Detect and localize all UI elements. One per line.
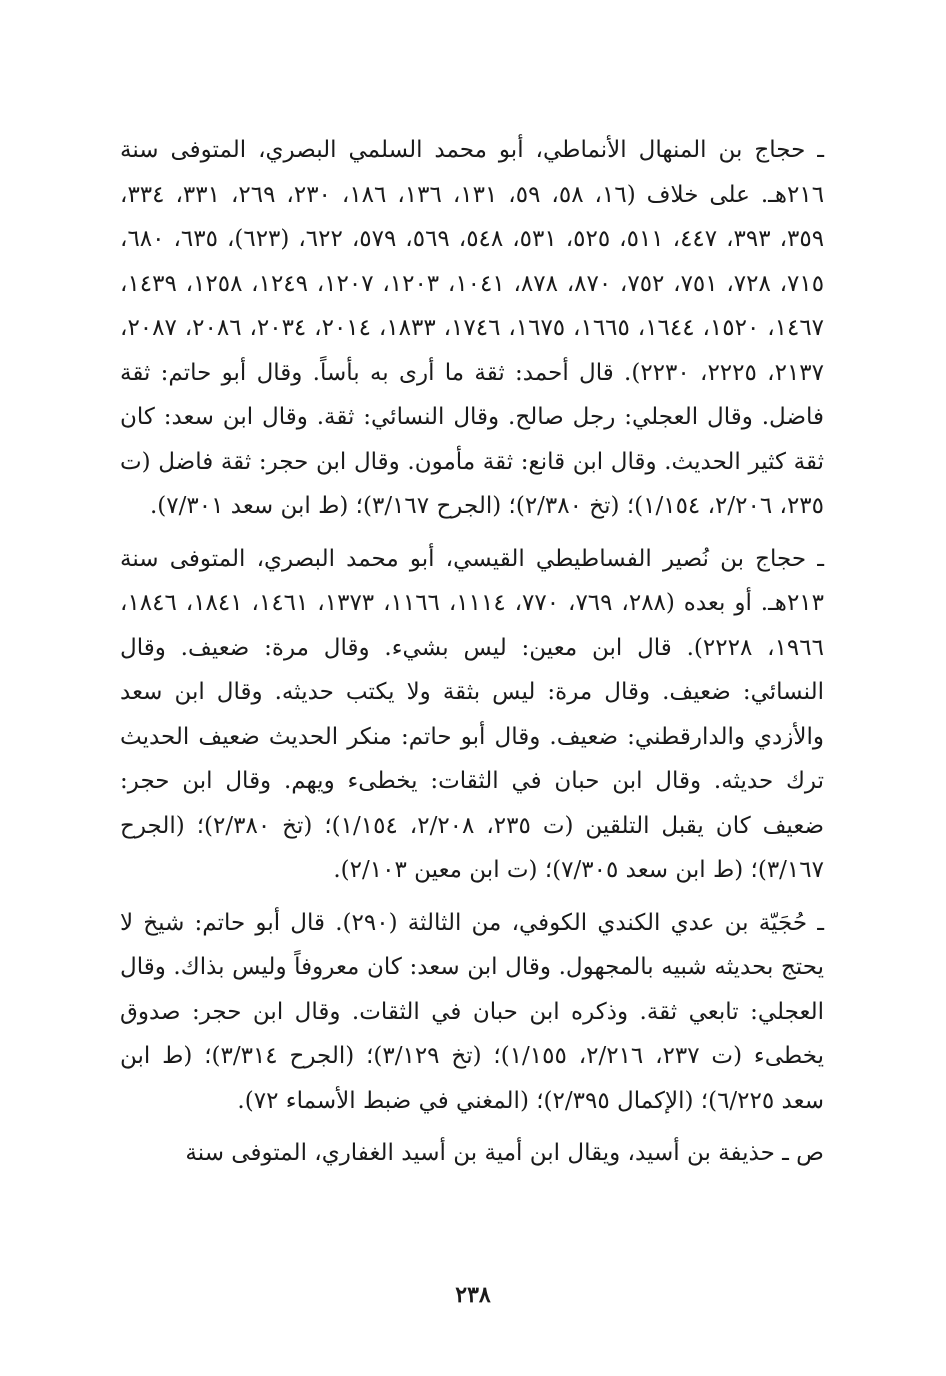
entry-hudhayfa-ibn-asid: ص ـ حذيفة بن أسيد، ويقال ابن أمية بن أسيد الغفاري، المتوفى سنة — [185, 1140, 824, 1166]
entry-hujayya-ibn-adi: ـ حُجَيّة بن عدي الكندي الكوفي، من الثالثة (٢٩٠). قال أبو حاتم: شيخ لا يحتج بحديثه شبيه بالمجهول. وقال ابن سعد: كان معروفاً وليس بذاك. وقال العجلي: تابعي ثقة. وذكره ابن حبان في الثقات. وقال ابن حجر: صدوق يخطىء (ت ٢٣٧، ٢/٢١٦، ١/١٥٥)؛ (تخ ٣/١٢٩)؛ (الجرح ٣/٣١٤)؛ (ط ابن سعد ٦/٢٢٥)؛ (الإكمال ٢/٣٩٥)؛ (المغني في ضبط الأسماء ٧٢). — [120, 909, 824, 1114]
entry-hajjaj-ibn-nusayr: ـ حجاج بن نُصير الفساطيطي القيسي، أبو محمد البصري، المتوفى سنة ٢١٣هـ. أو بعده (٢٨٨، ٧٦٩، ٧٧٠، ١١١٤، ١١٦٦، ١٣٧٣، ١٤٦١، ١٨٤١، ١٨٤٦، ١٩٦٦، ٢٢٢٨). قال ابن معين: ليس بشيء. وقال مرة: ضعيف. وقال النسائي: ضعيف. وقال مرة: ليس بثقة ولا يكتب حديثه. وقال ابن سعد والأزدي والدارقطني: ضعيف. وقال أبو حاتم: منكر الحديث ضعيف الحديث ترك حديثه. وقال ابن حبان في الثقات: يخطىء ويهم. وقال ابن حجر: ضعيف كان يقبل التلقين (ت ٢٣٥، ٢/٢٠٨، ١/١٥٤)؛ (تخ ٢/٣٨٠)؛ (الجرح ٣/١٦٧)؛ (ط ابن سعد ٧/٣٠٥)؛ (ت ابن معين ٢/١٠٣). — [120, 545, 824, 883]
text-body — [120, 128, 824, 1184]
entry-hajjaj-ibn-al-minhal: ـ حجاج بن المنهال الأنماطي، أبو محمد السلمي البصري، المتوفى سنة ٢١٦هـ. على خلاف (١٦، ٥٨، ٥٩، ١٣١، ١٣٦، ١٨٦، ٢٣٠، ٢٦٩، ٣٣١، ٣٣٤، ٣٥٩، ٣٩٣، ٤٤٧، ٥١١، ٥٢٥، ٥٣١، ٥٤٨، ٥٦٩، ٥٧٩، ٦٢٢، (٦٢٣)، ٦٣٥، ٦٨٠، ٧١٥، ٧٢٨، ٧٥١، ٧٥٢، ٨٧٠، ٨٧٨، ١٠٤١، ١٢٠٣، ١٢٠٧، ١٢٤٩، ١٢٥٨، ١٤٣٩، ١٤٦٧، ١٥٢٠، ١٦٤٤، ١٦٦٥، ١٦٧٥، ١٧٤٦، ١٨٣٣، ٢٠١٤، ٢٠٣٤، ٢٠٨٦، ٢٠٨٧، ٢١٣٧، ٢٢٢٥، ٢٢٣٠). قال أحمد: ثقة ما أرى به بأساً. وقال أبو حاتم: ثقة فاضل. وقال العجلي: رجل صالح. وقال النسائي: ثقة. وقال ابن سعد: كان ثقة كثير الحديث. وقال ابن قانع: ثقة مأمون. وقال ابن حجر: ثقة فاضل (ت ٢٣٥، ٢/٢٠٦، ١/١٥٤)؛ (تخ ٢/٣٨٠)؛ (الجرح ٣/١٦٧)؛ (ط ابن سعد ٧/٣٠١). — [120, 137, 825, 519]
page-number: ٢٣٨ — [455, 1282, 491, 1308]
